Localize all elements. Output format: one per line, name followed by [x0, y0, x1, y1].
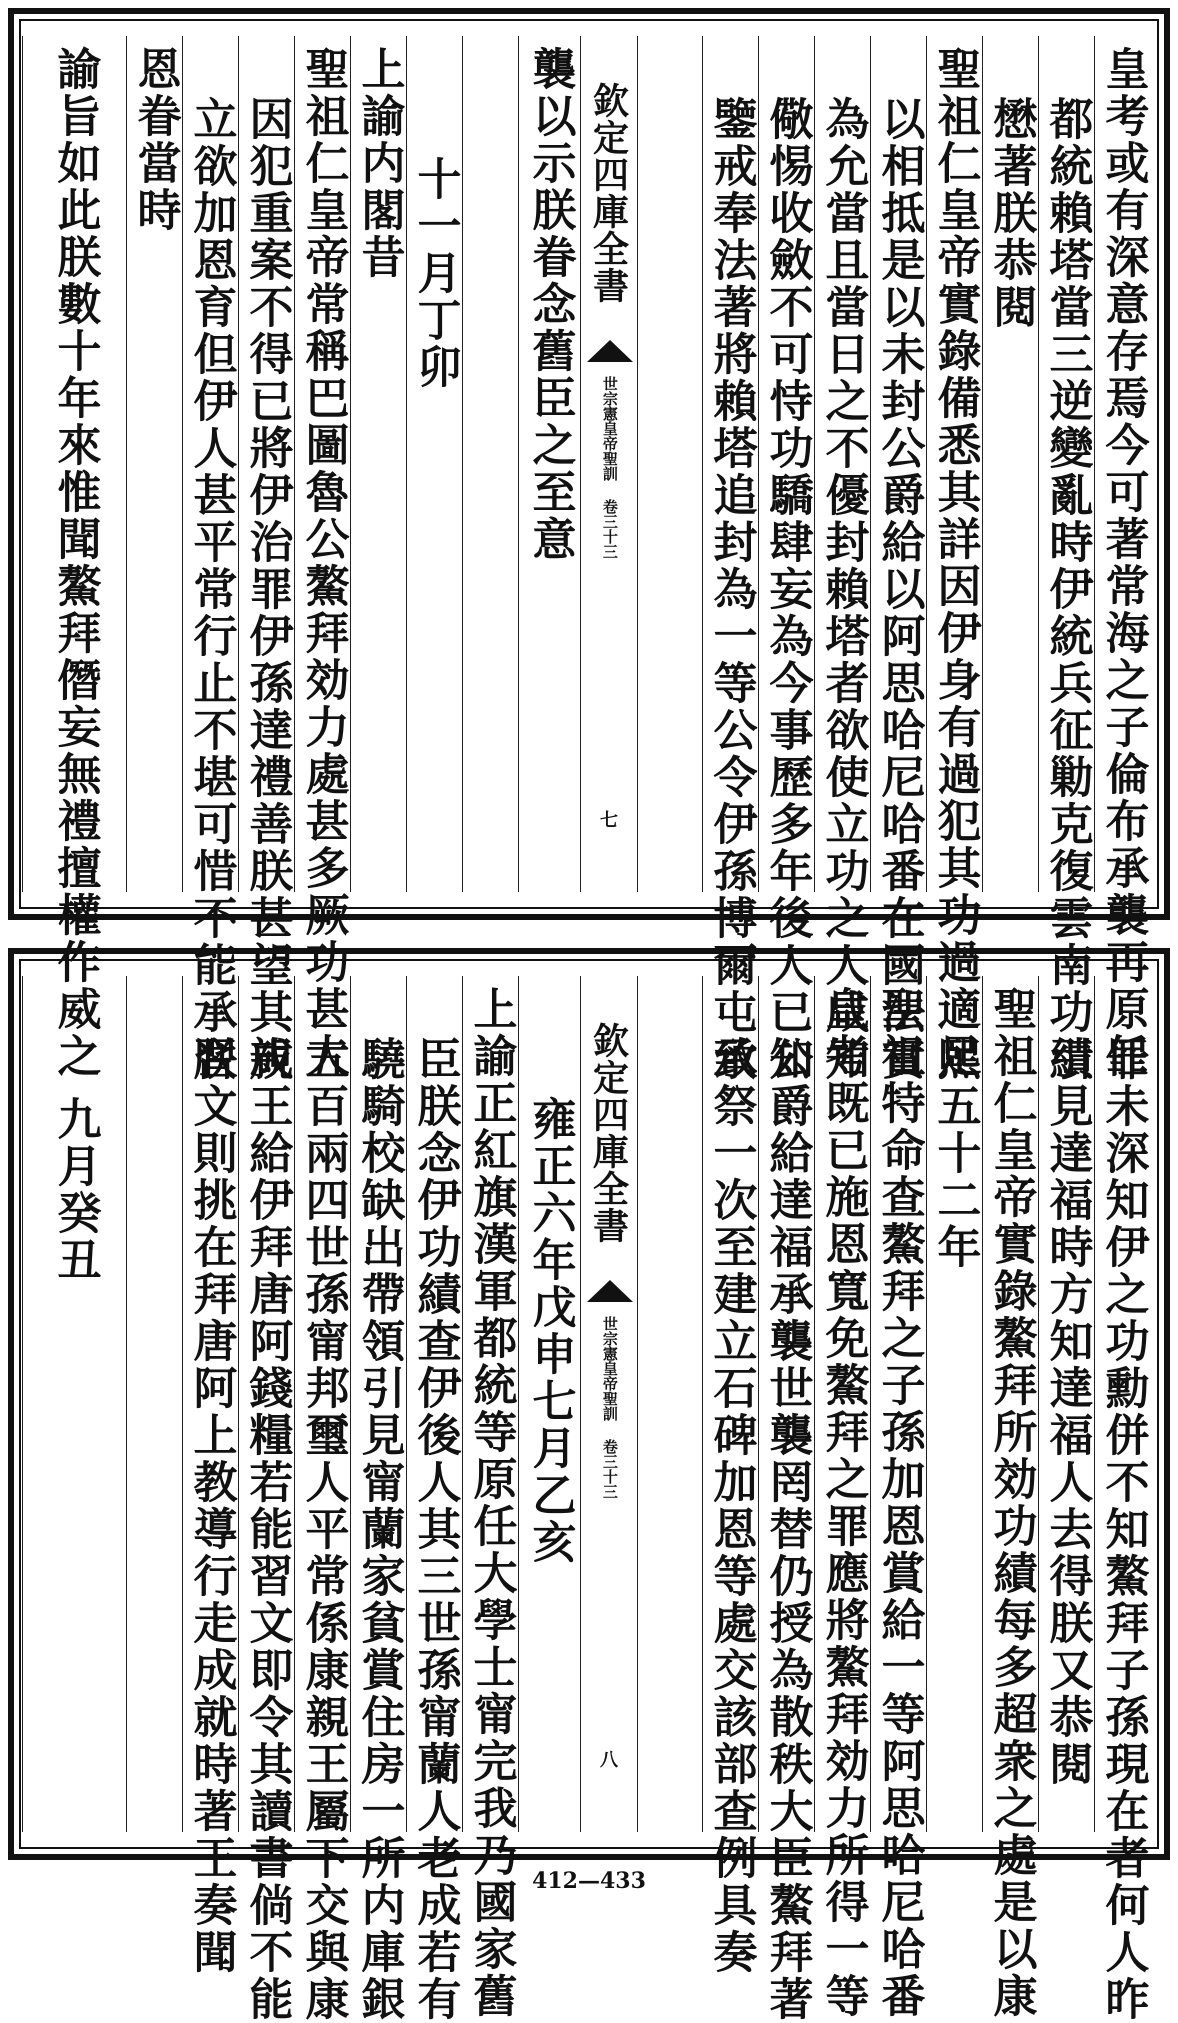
text-column — [814, 36, 870, 1083]
text-column — [518, 36, 580, 892]
text-column — [814, 976, 870, 2020]
column-text: 五百兩四世孫甯邦璽人平常係康親王屬下交與康 — [297, 1036, 349, 2023]
text-column — [926, 36, 982, 1080]
column-text: 都統賴塔當三逆變亂時伊統兵征勦克復雲南功績 — [1041, 96, 1093, 1083]
text-column — [982, 976, 1038, 2020]
text-column — [462, 36, 518, 892]
page-footer: 412—433 — [532, 1868, 646, 1894]
text-column — [350, 976, 406, 2023]
column-text: 聖祖仁皇帝常稱巴圖魯公鰲拜効力處甚多厥功甚大 — [297, 46, 349, 1080]
column-text: 聖祖特命查鰲拜之子孫加恩賞給一等阿思哈尼哈番 — [873, 986, 925, 2020]
volume-text: 卷三十三 — [600, 499, 619, 559]
text-column — [926, 976, 982, 1832]
text-column — [294, 976, 350, 2023]
text-column — [238, 36, 294, 1083]
section-title — [601, 376, 617, 559]
column-text: 皇考既已施恩寬免鰲拜之罪應將鰲拜効力所得一等 — [817, 986, 869, 2020]
book-title: 欽定四庫全書 — [587, 82, 630, 304]
column-text: 雍正六年戊申七月乙亥 — [524, 1096, 576, 1566]
text-column — [406, 36, 462, 892]
text-column — [1038, 36, 1094, 1083]
column-text: 罪未深知伊之功勳併不知鰲拜子孫現在者何人昨 — [1097, 1036, 1149, 2023]
column-text: 為允當且當日之不優封賴塔者欲使立功之人咸知 — [817, 96, 869, 1083]
volume-text: 卷三十三 — [600, 1439, 619, 1499]
text-column — [294, 36, 350, 1080]
column-text: 恩眷當時 — [129, 46, 181, 234]
section-title-text: 世宗憲皇帝聖訓 — [600, 376, 619, 481]
column-text: 上諭正紅旗漢軍都統等原任大學士甯完我乃國家舊 — [465, 986, 517, 2020]
column-text: 九月癸丑 — [49, 1096, 101, 1284]
text-column — [870, 36, 926, 1083]
column-text: 引見達福時方知達福人去得朕又恭閱 — [1041, 1036, 1093, 1788]
fold-column — [580, 976, 638, 1832]
page-number: 八 — [600, 1750, 618, 1771]
text-column — [758, 976, 814, 2023]
fishtail-mark-icon — [587, 1276, 633, 1302]
text-column — [126, 36, 182, 892]
column-text: 臣朕念伊功績查伊後人其三世孫甯蘭人老成若有 — [409, 1036, 461, 2023]
column-text: 公爵給達福承襲世襲罔替仍授為散秩大臣鰲拜著 — [761, 1036, 813, 2023]
column-text: 鑒戒奉法著將賴塔追封為一等公令伊孫博爾屯承 — [705, 96, 757, 1083]
column-text: 皇考或有深意存焉今可著常海之子倫布承襲再原任 — [1097, 46, 1149, 1080]
column-text: 十一月丁卯 — [409, 156, 461, 391]
column-text: 親王給伊拜唐阿錢糧若能習文即令其讀書倘不能 — [241, 1036, 293, 2023]
page-number: 七 — [600, 810, 618, 831]
text-column — [702, 976, 758, 1976]
column-text: 習文則挑在拜唐阿上教導行走成就時著王奏聞 — [185, 1036, 237, 1976]
column-text: 懋著朕恭閱 — [985, 96, 1037, 331]
text-column — [182, 976, 238, 1976]
column-text: 驍騎校缺出帶領引見甯蘭家貧賞住房一所内庫銀 — [353, 1036, 405, 2023]
text-column — [1094, 36, 1150, 1080]
book-title: 欽定四庫全書 — [587, 1022, 630, 1244]
text-column — [350, 36, 406, 892]
text-column — [22, 36, 126, 1080]
text-column — [870, 976, 926, 2020]
column-text: 聖祖仁皇帝實錄備悉其詳因伊身有過犯其功過適足 — [929, 46, 981, 1080]
text-column — [22, 976, 126, 1832]
text-column — [238, 976, 294, 2023]
text-column — [462, 976, 518, 2020]
column-text: 儆惕收斂不可恃功驕肆妄為今事歷多年後人已知 — [761, 96, 813, 1083]
text-column — [702, 36, 758, 1083]
top-page — [8, 8, 1170, 1083]
column-text: 熙五十二年 — [929, 1036, 981, 1271]
column-text: 致祭一次至建立石碑加恩等處交該部查例具奏 — [705, 1036, 757, 1976]
column-text: 因犯重案不得已將伊治罪伊孫達禮善朕甚望其成 — [241, 96, 293, 1083]
text-column — [518, 976, 580, 1832]
fishtail-mark-icon — [587, 336, 633, 362]
text-column — [1038, 976, 1094, 1832]
text-column — [982, 36, 1038, 892]
column-text: 以相抵是以未封公爵給以阿思哈尼哈番在國法實 — [873, 96, 925, 1083]
text-column — [182, 36, 238, 1083]
text-column — [126, 976, 182, 1832]
column-text: 上諭内閣昔 — [353, 46, 405, 281]
section-title — [601, 1316, 617, 1499]
text-column — [758, 36, 814, 1083]
column-text: 聖祖仁皇帝實錄鰲拜所効功績每多超衆之處是以康 — [985, 986, 1037, 2020]
section-title-text: 世宗憲皇帝聖訓 — [600, 1316, 619, 1421]
column-text: 諭旨如此朕數十年來惟聞鰲拜僭妄無禮擅權作威之 — [49, 46, 101, 1080]
column-text: 襲以示朕眷念舊臣之至意 — [524, 46, 576, 563]
text-column — [406, 976, 462, 2023]
column-text: 立欲加恩育但伊人甚平常行止不堪可惜不能承朕 — [185, 96, 237, 1083]
fold-column — [580, 36, 638, 892]
text-column — [1094, 976, 1150, 2023]
